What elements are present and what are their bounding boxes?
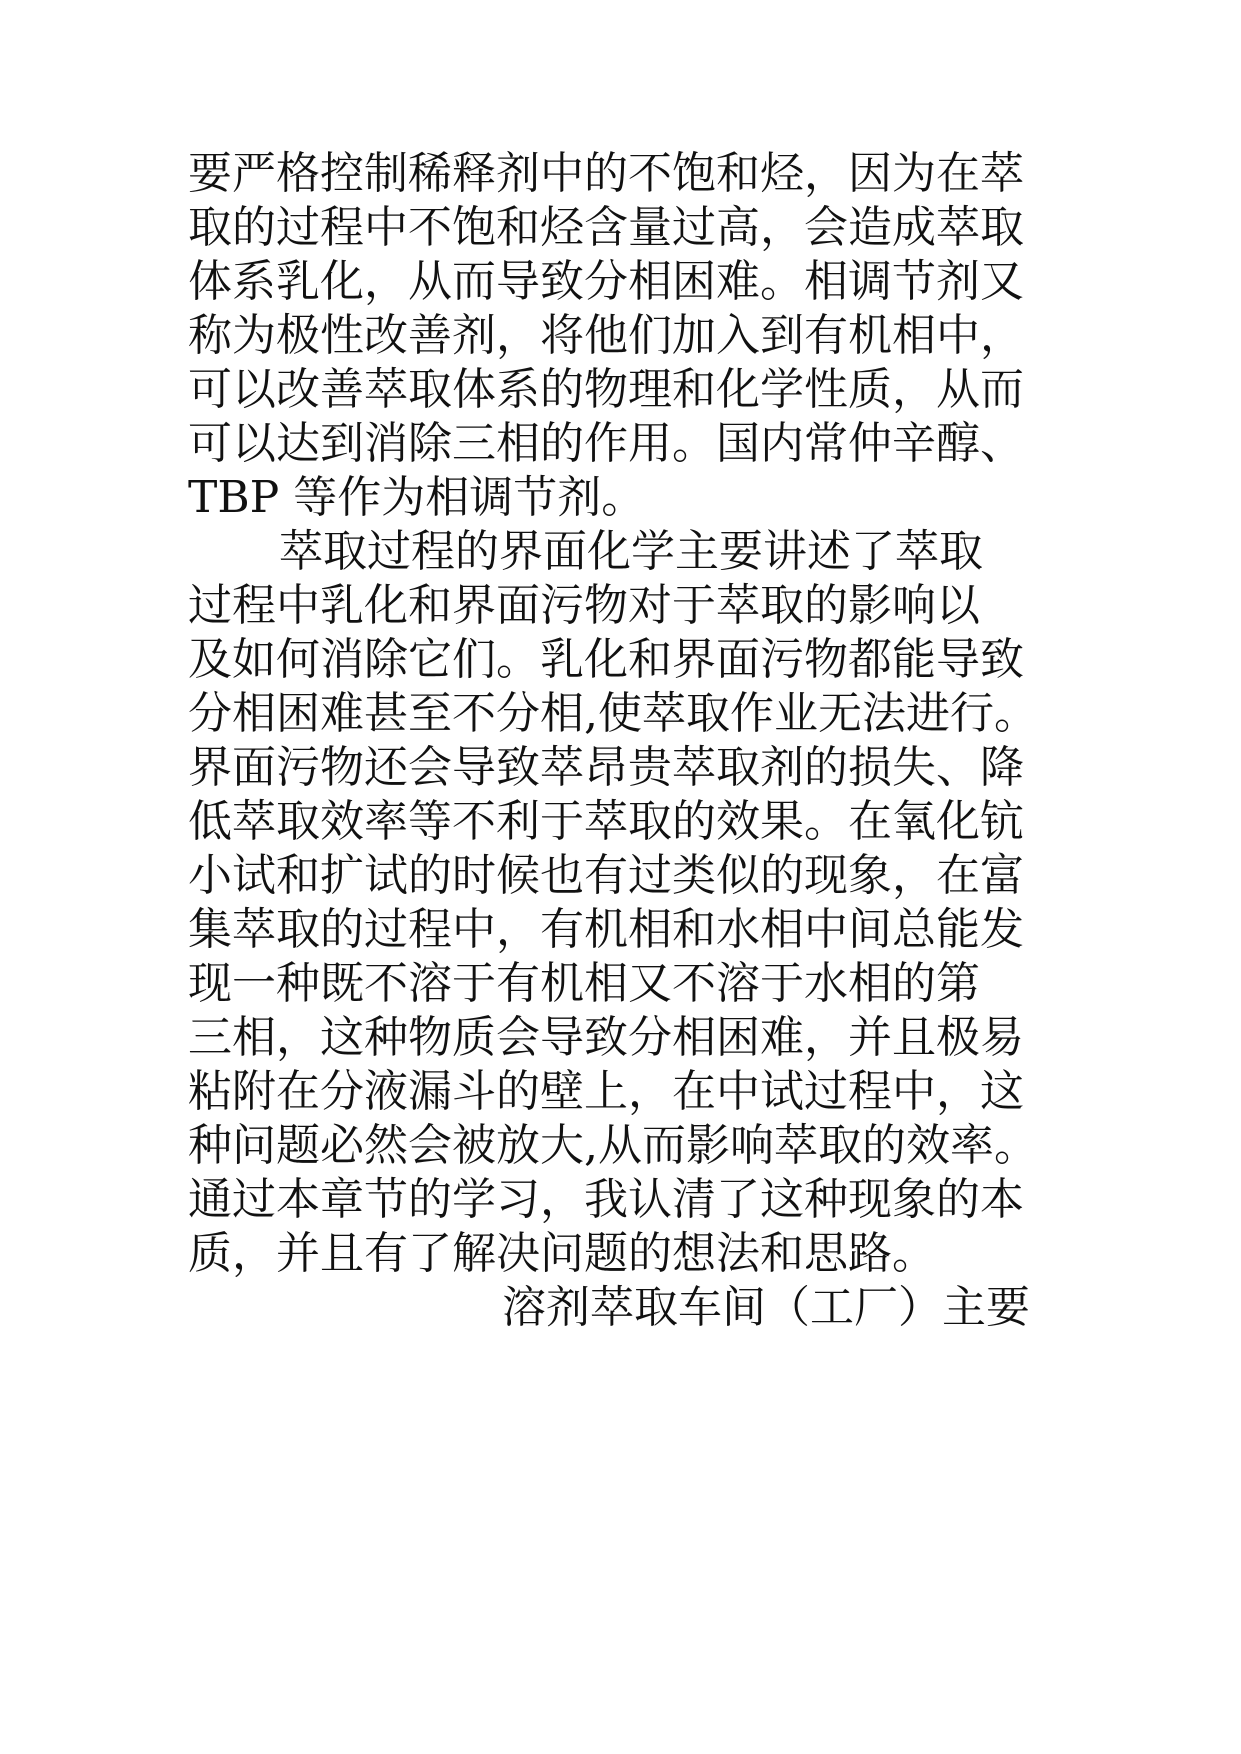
text-line: 体系乳化，从而导致分相困难。相调节剂又: [188, 256, 1024, 307]
text-line: 小试和扩试的时候也有过类似的现象，在富: [188, 850, 1024, 901]
text-line: 通过本章节的学习，我认清了这种现象的本: [188, 1174, 1024, 1225]
text-line: 现一种既不溶于有机相又不溶于水相的第: [188, 958, 980, 1009]
text-line: 取的过程中不饱和烃含量过高，会造成萃取: [188, 202, 1024, 253]
text-line: 及如何消除它们。乳化和界面污物都能导致: [188, 634, 1024, 685]
text-line: 分相困难甚至不分相,使萃取作业无法进行。: [188, 688, 1038, 739]
text-line: 过程中乳化和界面污物对于萃取的影响以: [188, 580, 980, 631]
text-line: 要严格控制稀释剂中的不饱和烃，因为在萃: [188, 148, 1024, 199]
text-line: 可以改善萃取体系的物理和化学性质，从而: [188, 364, 1024, 415]
text-line: 三相，这种物质会导致分相困难，并且极易: [188, 1012, 1024, 1063]
paragraph-first-line: 萃取过程的界面化学主要讲述了萃取: [279, 526, 983, 577]
text-line: TBP 等作为相调节剂。: [188, 472, 646, 523]
section-heading: 溶剂萃取车间（工厂）主要: [502, 1282, 1030, 1333]
text-line: 界面污物还会导致萃昂贵萃取剂的损失、降: [188, 742, 1024, 793]
text-line: 低萃取效率等不利于萃取的效果。在氧化钪: [188, 796, 1024, 847]
text-line: 种问题必然会被放大,从而影响萃取的效率。: [188, 1120, 1038, 1171]
text-line: 可以达到消除三相的作用。国内常仲辛醇、: [188, 418, 1024, 469]
text-line: 称为极性改善剂，将他们加入到有机相中，: [188, 310, 1024, 361]
text-line: 粘附在分液漏斗的壁上，在中试过程中，这: [188, 1066, 1024, 1117]
text-line: 质，并且有了解决问题的想法和思路。: [188, 1228, 936, 1279]
text-line: 集萃取的过程中，有机相和水相中间总能发: [188, 904, 1024, 955]
